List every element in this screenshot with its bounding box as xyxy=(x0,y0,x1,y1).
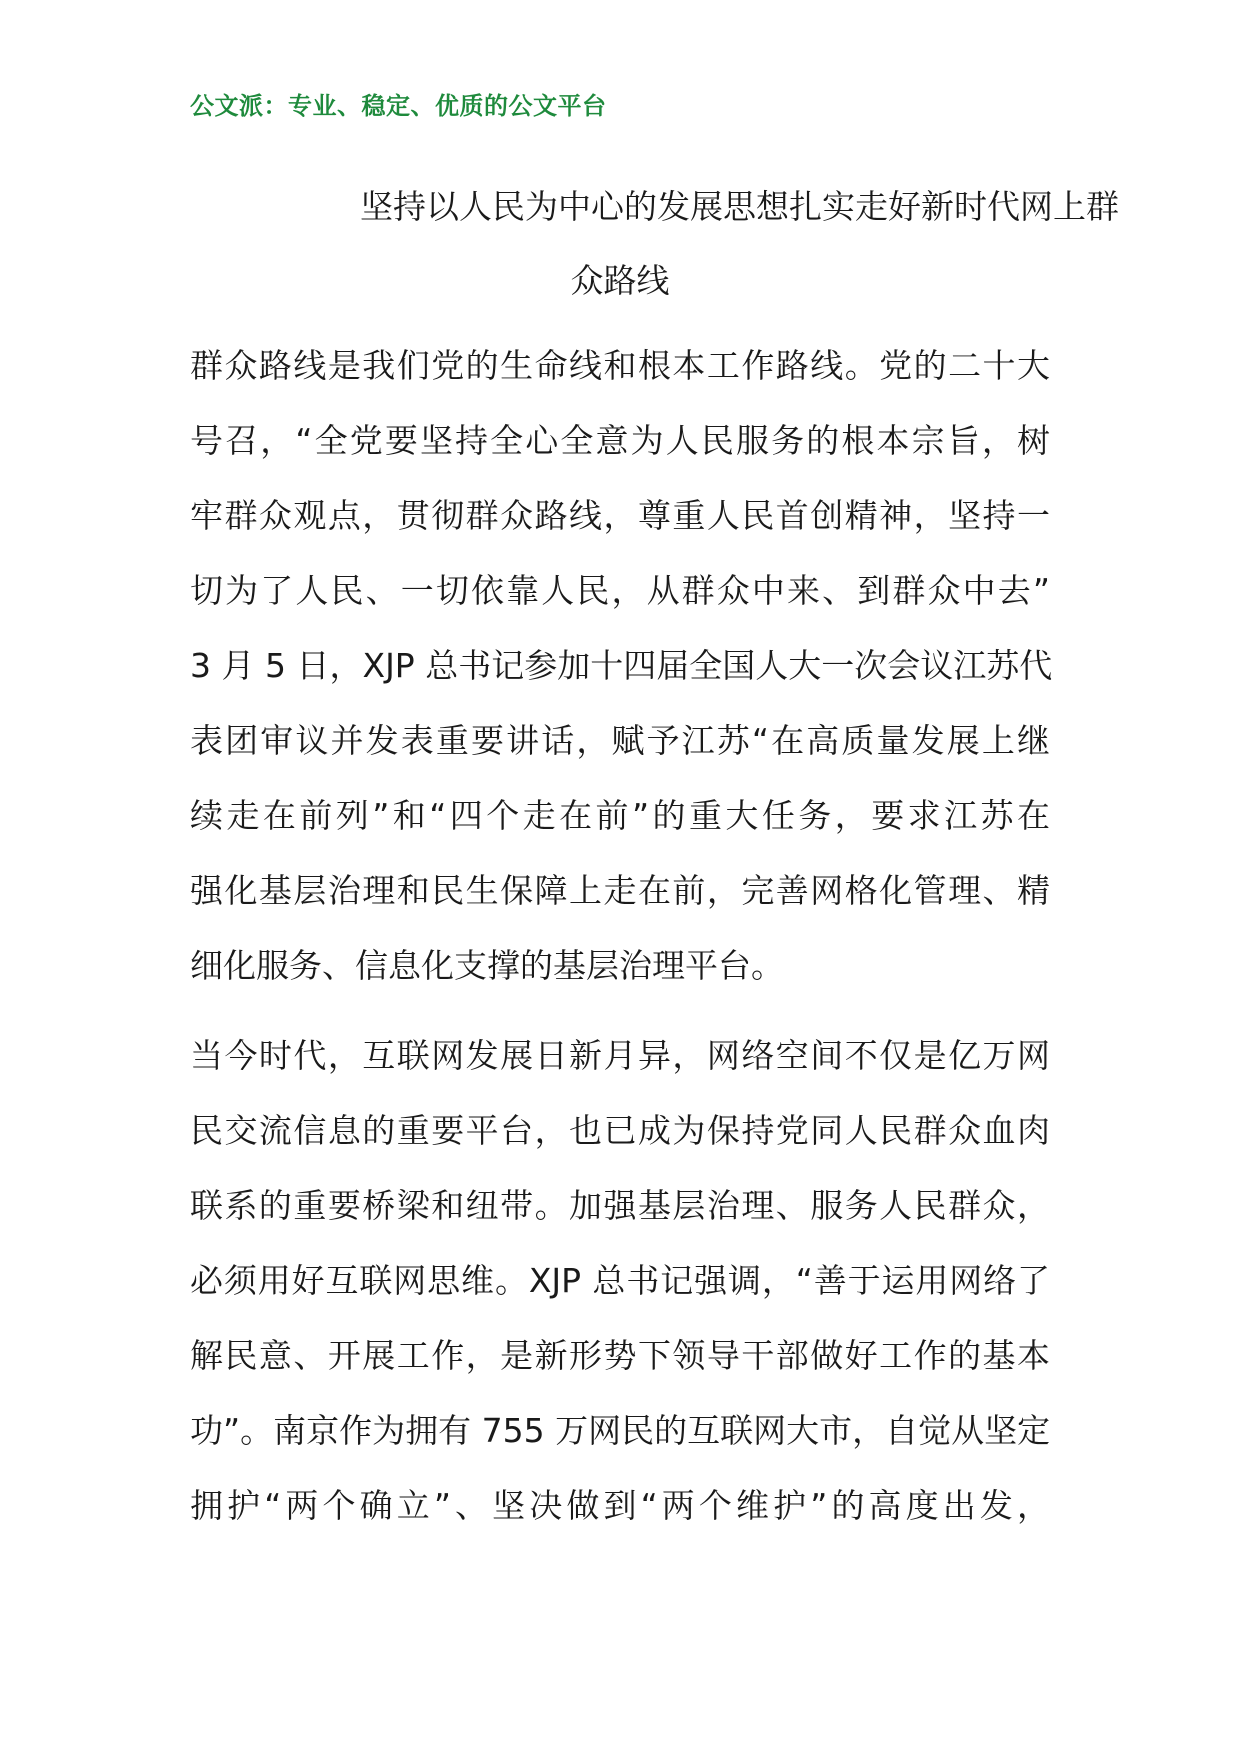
paragraph-line: 续走在前列”和“四个走在前”的重大任务，要求江苏在 xyxy=(190,796,1050,835)
paragraph-line: 解民意、开展工作，是新形势下领导干部做好工作的基本 xyxy=(190,1336,1050,1375)
paragraph-line: 切为了人民、一切依靠人民，从群众中来、到群众中去” xyxy=(190,571,1050,610)
paragraph-line: 联系的重要桥梁和纽带。加强基层治理、服务人民群众， xyxy=(190,1186,1050,1225)
paragraph-line: 必须用好互联网思维。XJP 总书记强调，“善于运用网络了 xyxy=(190,1261,1050,1300)
paragraph-line: 号召，“全党要坚持全心全意为人民服务的根本宗旨，树 xyxy=(190,421,1050,460)
title-line-2: 众路线 xyxy=(570,261,670,300)
paragraph-line: 群众路线是我们党的生命线和根本工作路线。党的二十大 xyxy=(190,346,1050,385)
title-line-1: 坚持以人民为中心的发展思想扎实走好新时代网上群 xyxy=(360,187,1119,226)
paragraph-line: 功”。南京作为拥有 755 万网民的互联网大市，自觉从坚定 xyxy=(190,1411,1051,1450)
paragraph-2 xyxy=(190,1018,1050,1543)
paragraph-line: 3 月 5 日，XJP 总书记参加十四届全国人大一次会议江苏代 xyxy=(190,646,1053,685)
paragraph-line: 牢群众观点，贯彻群众路线，尊重人民首创精神，坚持一 xyxy=(190,496,1050,535)
paragraph-line: 细化服务、信息化支撑的基层治理平台。 xyxy=(190,946,784,985)
paragraph-line: 当今时代，互联网发展日新月异，网络空间不仅是亿万网 xyxy=(190,1036,1050,1075)
document-title xyxy=(190,170,1119,318)
paragraph-line: 表团审议并发表重要讲话，赋予江苏“在高质量发展上继 xyxy=(190,721,1050,760)
paragraph-line: 拥护“两个确立”、坚决做到“两个维护”的高度出发， xyxy=(190,1486,1050,1525)
paragraph-line: 民交流信息的重要平台，也已成为保持党同人民群众血肉 xyxy=(190,1111,1050,1150)
brand-header: 公文派：专业、稳定、优质的公文平台 xyxy=(190,92,607,120)
paragraph-line: 强化基层治理和民生保障上走在前，完善网格化管理、精 xyxy=(190,871,1050,910)
paragraph-1 xyxy=(190,328,1053,1003)
